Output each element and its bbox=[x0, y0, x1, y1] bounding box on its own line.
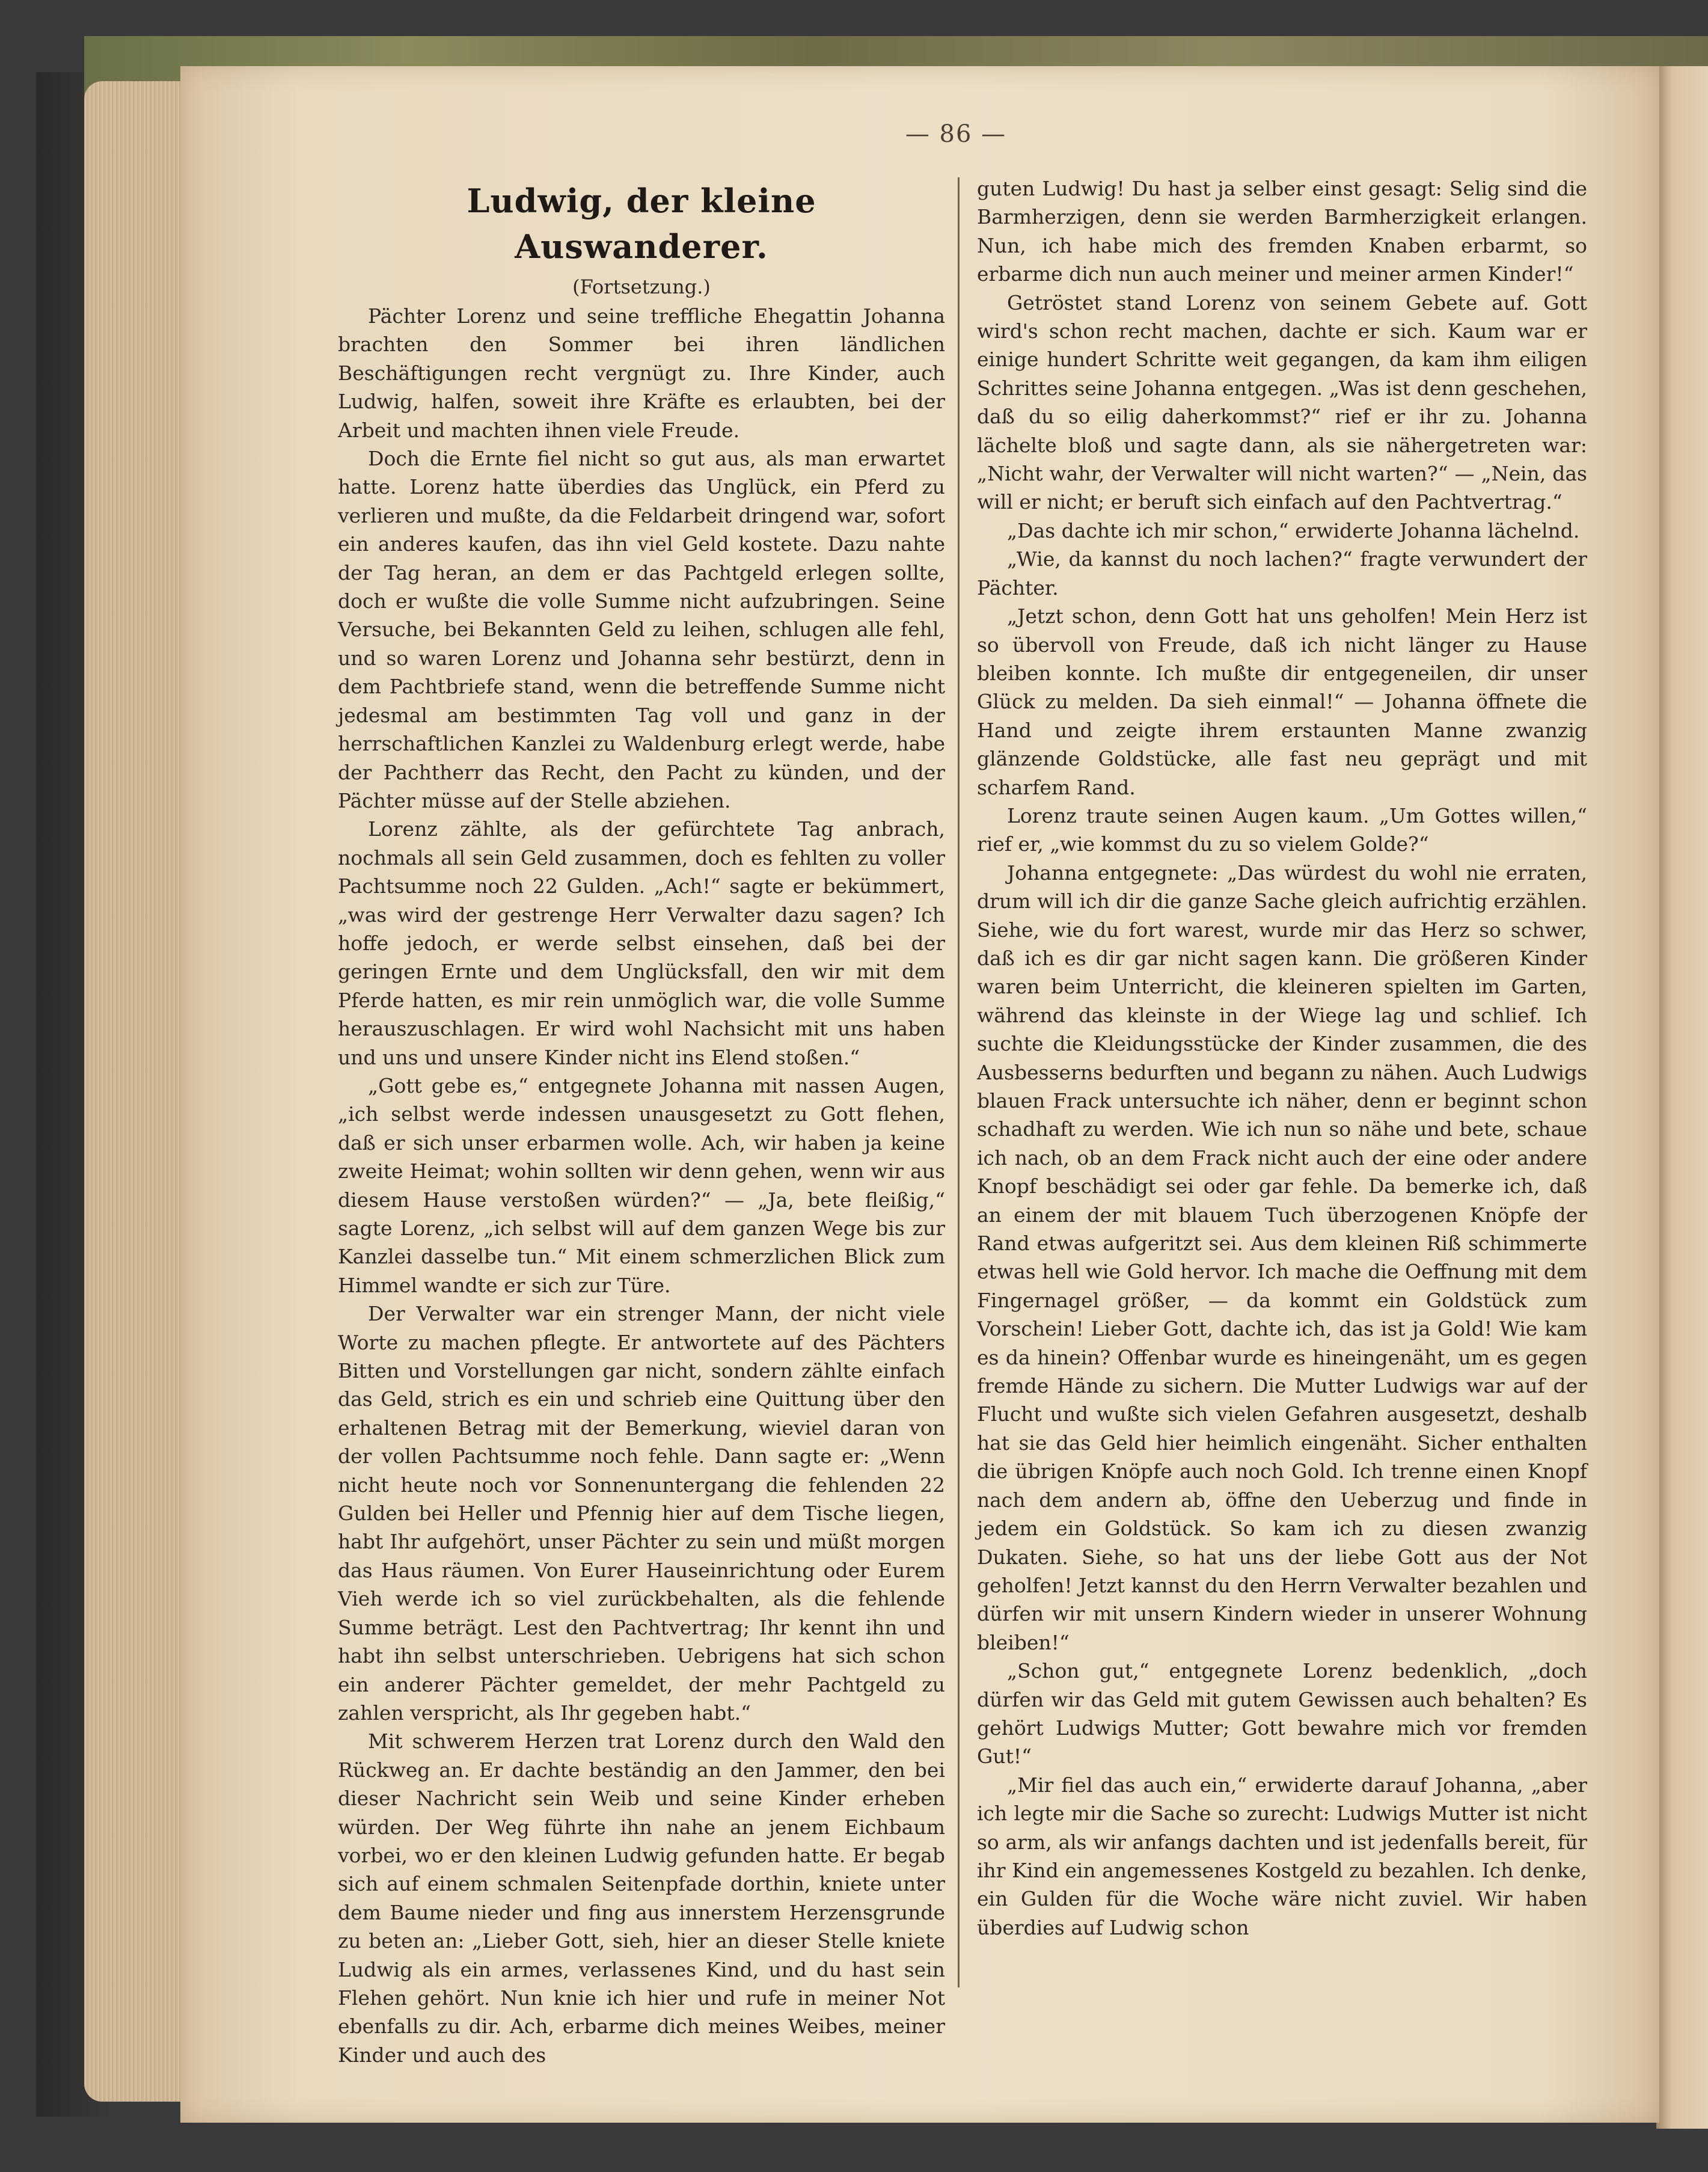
article-subtitle: (Fortsetzung.) bbox=[572, 275, 711, 298]
paragraph: „Mir fiel das auch ein,“ erwiderte darauf Johanna, „aber ich legte mir die Sache so zurecht: Ludwigs Mutter ist nicht so arm, als wir anfangs dachten und ist jedenfalls bereit, für ihr Kind ein angemessenes Kostgeld zu bezahlen. Ich denke, ein Gulden für die Woche wäre nicht zuviel. Wir haben überdies auf Ludwig schon bbox=[977, 1773, 1587, 1939]
paragraph: „Gott gebe es,“ entgegnete Johanna mit nassen Augen, „ich selbst werde indessen unausgesetzt zu Gott flehen, daß er sich unser erbarmen wolle. Ach, wir haben ja keine zweite Heimat; wohin sollten wir denn gehen, wenn wir aus diesem Hause verstoßen würden?“ — „Ja, bete fleißig,“ sagte Lorenz, „ich selbst will auf dem ganzen Wege bis zur Kanzlei dasselbe tun.“ Mit einem schmerzlichen Blick zum Himmel wandte er sich zur Türe. bbox=[338, 1073, 945, 1297]
paragraph: Johanna entgegnete: „Das würdest du wohl nie erraten, drum will ich dir die ganze Sache gleich aufrichtig erzählen. Siehe, wie du fort warest, wurde mir das Herz so schwer, daß ich es dir gar nicht sagen kann. Die größeren Kinder waren beim Unterricht, die kleineren spielten im Garten, während das kleinste in der Wiege lag und schlief. Ich suchte die Kleidungsstücke der Kinder zusammen, die des Ausbesserns bedurften und begann zu nähen. Auch Ludwigs blauen Frack untersuchte ich näher, denn er beginnt schon schadhaft zu werden. Wie ich nun so nähe und bete, schaue ich nach, ob an dem Frack nicht auch der eine oder andere Knopf beschädigt sei oder gar fehle. Da bemerke ich, daß an einem der mit blauem Tuch überzogenen Knöpfe der Rand etwas aufgeritzt sei. Aus dem kleinen Riß schimmerte etwas hell wie Gold hervor. Ich mache die Oeffnung mit dem Fingernagel größer, — da kommt ein Goldstück zum Vorschein! Lieber Gott, dachte ich, das ist ja Gold! Wie kam es da hinein? Offenbar wurde es hineingenäht, um es gegen fremde Hände zu sichern. Die Mutter Ludwigs war auf der Flucht und wußte sich vielen Gefahren ausgesetzt, deshalb hat sie das Geld hier heimlich eingenäht. Sicher enthalten die übrigen Knöpfe auch noch Gold. Ich trenne einen Knopf nach dem andern ab, öffne den Ueberzug und finde in jedem ein Goldstück. So kam ich zu diesen zwanzig Dukaten. Siehe, so hat uns der liebe Gott aus der Not geholfen! Jetzt kannst du den Herrn Verwalter bezahlen und dürfen wir mit unsern Kindern wieder in unserer Wohnung bleiben!“ bbox=[977, 861, 1587, 1654]
paragraph: „Schon gut,“ entgegnete Lorenz bedenklich, „doch dürfen wir das Geld mit gutem Gewissen auch behalten? Es gehört Ludwigs Mutter; Gott bewahre mich vor fremden Gut!“ bbox=[977, 1659, 1587, 1769]
next-page-edge bbox=[1656, 66, 1708, 2129]
paragraph: Lorenz zählte, als der gefürchtete Tag anbrach, nochmals all sein Geld zusammen, doch es fehlten zu voller Pachtsumme noch 22 Gulden. „Ach!“ sagte er bekümmert, „was wird der gestrenge Herr Verwalter dazu sagen? Ich hoffe jedoch, er werde selbst einsehen, daß bei der geringen Ernte und dem Unglücksfall, den wir mit dem Pferde hatten, es mir rein unmöglich war, die volle Summe herauszuschlagen. Er wird wohl Nachsicht mit uns haben und uns und unsere Kinder nicht ins Elend stoßen.“ bbox=[338, 817, 945, 1069]
paragraph: Lorenz traute seinen Augen kaum. „Um Gottes willen,“ rief er, „wie kommst du zu so vielem Golde?“ bbox=[977, 803, 1587, 856]
article-title: Ludwig, der kleine Auswanderer. bbox=[467, 182, 816, 266]
column-divider bbox=[958, 177, 960, 1987]
paragraph: Mit schwerem Herzen trat Lorenz durch den Wald den Rückweg an. Er dachte beständig an den Jammer, den bei dieser Nachricht sein Weib und seine Kinder erheben würden. Der Weg führte ihn nahe an jenem Eichbaum vorbei, wo er den kleinen Ludwig gefunden hatte. Er begab sich auf einem schmalen Seitenpfade dorthin, kniete unter dem Baume nieder und fing aus innerstem Herzensgrunde zu beten an: „Lieber Gott, sieh, hier an dieser Stelle kniete Ludwig als ein armes, verlassenes Kind, und du hast sein Flehen gehört. Nun knie ich hier und rufe in meiner Not ebenfalls zu dir. Ach, erbarme dich meines Weibes, meiner Kinder und auch des bbox=[338, 1729, 945, 2067]
paragraph: Getröstet stand Lorenz von seinem Gebete auf. Gott wird's schon recht machen, dachte er sich. Kaum war er einige hundert Schritte weit gegangen, da kam ihm eiligen Schrittes seine Johanna entgegen. „Was ist denn geschehen, daß du so eilig daherkommst?“ rief er ihr zu. Johanna lächelte bloß und sagte dann, als sie nähergetreten war: „Nicht wahr, der Verwalter will nicht warten?“ — „Nein, das will er nicht; er beruft sich einfach auf den Pachtvertrag.“ bbox=[977, 290, 1587, 514]
paragraph: „Wie, da kannst du noch lachen?“ fragte verwundert der Pächter. bbox=[977, 547, 1587, 600]
right-column bbox=[977, 174, 1587, 1942]
paragraph: Pächter Lorenz und seine treffliche Ehegattin Johanna brachten den Sommer bei ihren ländlichen Beschäftigungen recht vergnügt zu. Ihre Kinder, auch Ludwig, halfen, soweit ihre Kräfte es erlaubten, bei der Arbeit und machten ihnen viele Freude. bbox=[338, 304, 945, 442]
paragraph: Doch die Ernte fiel nicht so gut aus, als man erwartet hatte. Lorenz hatte überdies das Unglück, ein Pferd zu verlieren und mußte, da die Feldarbeit dringend war, sofort ein anderes kaufen, das ihn viel Geld kostete. Dazu nahte der Tag heran, an dem er das Pachtgeld erlegen sollte, doch er wußte die volle Summe nicht aufzubringen. Seine Versuche, bei Bekannten Geld zu leihen, schlugen alle fehl, und so waren Lorenz und Johanna sehr bestürzt, denn in dem Pachtbriefe stand, wenn die betreffende Summe nicht jedesmal am bestimmten Tag voll und ganz in der herrschaftlichen Kanzlei zu Waldenburg erlegt werde, habe der Pachtherr das Recht, den Pacht zu künden, und der Pächter müsse auf der Stelle abziehen. bbox=[338, 447, 945, 812]
paragraph: Der Verwalter war ein strenger Mann, der nicht viele Worte zu machen pflegte. Er antwortete auf des Pächters Bitten und Vorstellungen gar nicht, sondern zählte einfach das Geld, strich es ein und schrieb eine Quittung über den erhaltenen Betrag mit der Bemerkung, wieviel daran von der vollen Pachtsumme noch fehle. Dann sagte er: „Wenn nicht heute noch vor Sonnenuntergang die fehlenden 22 Gulden bei Heller und Pfennig hier auf dem Tische liegen, habt Ihr aufgehört, unser Pächter zu sein und müßt morgen das Haus räumen. Von Eurer Hauseinrichtung oder Eurem Vieh werde ich so viel zurückbehalten, als die fehlende Summe beträgt. Lest den Pachtvertrag; Ihr kennt ihn und habt ihn selbst unterschrieben. Uebrigens hat sich schon ein anderer Pächter gemeldet, der mehr Pachtgeld zu zahlen verspricht, als Ihr gegeben habt.“ bbox=[338, 1302, 945, 1725]
paragraph: „Jetzt schon, denn Gott hat uns geholfen! Mein Herz ist so übervoll von Freude, daß ich nicht länger zu Hause bleiben konnte. Ich mußte dir entgegeneilen, dir unser Glück zu melden. Da sieh einmal!“ — Johanna öffnete die Hand und zeigte ihrem erstaunten Manne zwanzig glänzende Goldstücke, alle fast neu geprägt und mit scharfem Rand. bbox=[977, 604, 1587, 799]
left-column bbox=[338, 174, 945, 2069]
paragraph: guten Ludwig! Du hast ja selber einst gesagt: Selig sind die Barmherzigen, denn sie werden Barmherzigkeit erlangen. Nun, ich habe mich des fremden Knaben erbarmt, so erbarme dich nun auch meiner und meiner armen Kinder!“ bbox=[977, 177, 1587, 286]
page-number: — 86 — bbox=[905, 120, 1007, 148]
paragraph: „Das dachte ich mir schon,“ erwiderte Johanna lächelnd. bbox=[1007, 518, 1580, 542]
